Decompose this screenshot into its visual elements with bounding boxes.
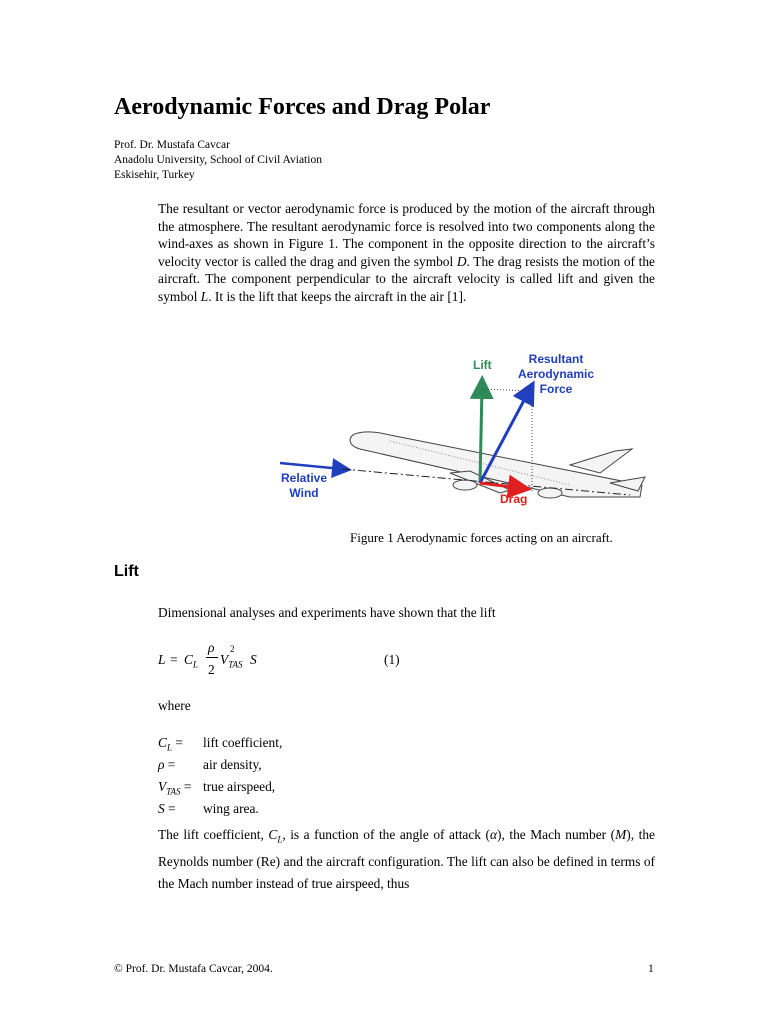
definition-symbol: $C_L$ = [158,735,183,753]
aircraft-drawing [350,432,645,498]
equation-number: (1) [384,652,400,667]
definition-text: wing area. [203,801,259,816]
page-number: 1 [648,963,654,975]
figure-caption: Figure 1 Aerodynamic forces acting on an aircraft. [350,530,613,545]
relative-wind-arrow [280,463,342,469]
lift-intro-line: Dimensional analyses and experiments have shown that the lift [158,605,496,620]
author-affiliation: Anadolu University, School of Civil Aviation [114,154,322,166]
aircraft-forces-figure [270,345,670,520]
footer-copyright: © Prof. Dr. Mustafa Cavcar, 2004. [114,963,273,975]
construction-line-top [482,389,532,391]
section-heading-lift: Lift [114,563,139,580]
definition-text: air density, [203,757,262,772]
lift-equation: L = $C_L$ ρ 2 $V_{TAS}$ 2 S [158,640,257,677]
intro-text-3: . It is the lift that keeps the aircraft in the air [1]. [208,288,467,304]
intro-text-1: The resultant or vector aerodynamic force is produced by the motion of the aircraft through the atmosphere. The resultant aerodynamic force is resolved into two components along the wind-axes as shown in Figure 1. The component in the opposite direction to the aircraft’s velocity vector is called the drag and given the symbol [158,201,655,269]
intro-text-2: . The drag resists the motion of the aircraft. The component perpendicular to the aircraft velocity is called lift and given the symbol [158,253,655,304]
definition-symbol: $V_{TAS}$ = [158,779,192,797]
definition-symbol: S = [158,801,176,816]
author-location: Eskisehir, Turkey [114,169,195,181]
label-resultant-3: Force [539,382,573,396]
lift-coefficient-paragraph: The lift coefficient, $C_L$, is a function of the angle of attack (α), the Mach number (M), the Reynolds number (Re) and the aircraft configuration. The lift can also be defined in terms of the Mach number instead of true airspeed, thus [158,827,655,891]
label-lift: Lift [473,358,492,372]
definition-symbol: ρ = [158,757,176,772]
symbol-d: D [456,253,467,269]
label-resultant-1: Resultant [528,352,584,366]
label-relative-1: Relative [280,471,328,485]
label-drag: Drag [500,492,528,506]
definition-text: true airspeed, [203,779,276,794]
symbol-l: L [200,288,209,304]
author-name: Prof. Dr. Mustafa Cavcar [114,139,230,151]
definition-text: lift coefficient, [203,735,283,750]
label-resultant-2: Aerodynamic [517,367,595,381]
intro-paragraph [158,200,655,306]
label-relative-2: Wind [289,486,319,500]
page-title: Aerodynamic Forces and Drag Polar [114,94,491,120]
lift-arrow [480,387,482,483]
where-label: where [158,698,191,713]
